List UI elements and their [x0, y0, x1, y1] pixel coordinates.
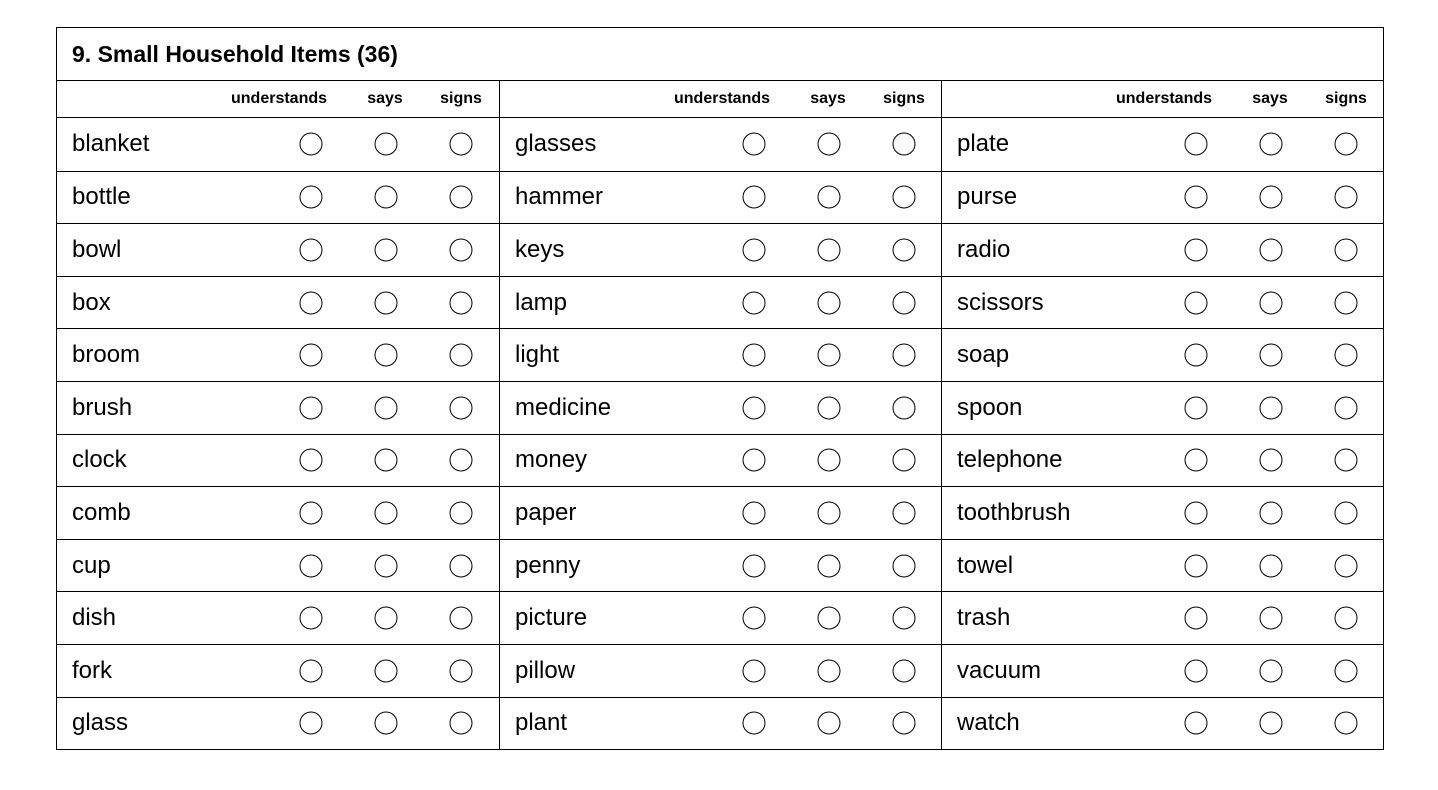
item-label: scissors [957, 288, 1044, 316]
understands-radio[interactable] [1185, 396, 1208, 419]
understands-radio[interactable] [300, 396, 323, 419]
item-row [942, 171, 1383, 224]
vocabulary-checklist-form [56, 27, 1384, 750]
item-row [500, 276, 941, 329]
column-header-row [942, 81, 1383, 118]
item-row [500, 697, 941, 750]
says-radio[interactable] [818, 396, 841, 419]
signs-radio[interactable] [450, 449, 473, 472]
signs-radio[interactable] [450, 607, 473, 630]
item-row [57, 591, 499, 644]
says-radio[interactable] [375, 396, 398, 419]
understands-radio[interactable] [300, 449, 323, 472]
item-label: dish [72, 604, 117, 632]
item-label: lamp [515, 288, 568, 316]
item-row [942, 276, 1383, 329]
item-row [942, 591, 1383, 644]
understands-radio[interactable] [743, 712, 766, 735]
says-radio[interactable] [375, 186, 398, 209]
item-label: toothbrush [957, 498, 1071, 526]
understands-radio[interactable] [300, 291, 323, 314]
item-label: bowl [72, 235, 122, 263]
understands-radio[interactable] [743, 501, 766, 524]
says-radio[interactable] [818, 291, 841, 314]
says-radio[interactable] [818, 133, 841, 156]
item-label: keys [515, 235, 565, 263]
signs-radio[interactable] [1335, 344, 1358, 367]
item-label: picture [515, 604, 588, 632]
says-radio[interactable] [375, 238, 398, 261]
signs-radio[interactable] [893, 449, 916, 472]
column-header-row [57, 81, 499, 118]
says-radio[interactable] [818, 554, 841, 577]
item-row [500, 171, 941, 224]
signs-radio[interactable] [893, 396, 916, 419]
item-row [942, 434, 1383, 487]
says-radio[interactable] [1260, 186, 1283, 209]
understands-radio[interactable] [1185, 186, 1208, 209]
understands-radio[interactable] [300, 712, 323, 735]
signs-radio[interactable] [893, 659, 916, 682]
says-radio[interactable] [375, 133, 398, 156]
understands-radio[interactable] [300, 554, 323, 577]
signs-radio[interactable] [1335, 396, 1358, 419]
understands-radio[interactable] [300, 501, 323, 524]
item-row [942, 644, 1383, 697]
item-label: vacuum [957, 656, 1042, 684]
understands-radio[interactable] [743, 396, 766, 419]
understands-radio[interactable] [743, 238, 766, 261]
signs-radio[interactable] [893, 712, 916, 735]
understands-radio[interactable] [743, 133, 766, 156]
item-row [57, 486, 499, 539]
item-columns [57, 81, 1383, 749]
understands-radio[interactable] [1185, 554, 1208, 577]
item-label: light [515, 341, 560, 369]
header-understands: understands [1115, 90, 1213, 107]
item-column-1 [57, 81, 499, 749]
says-radio[interactable] [818, 238, 841, 261]
item-row [942, 381, 1383, 434]
says-radio[interactable] [1260, 501, 1283, 524]
understands-radio[interactable] [1185, 659, 1208, 682]
item-label: fork [72, 656, 113, 684]
item-label: paper [515, 498, 577, 526]
item-row [57, 171, 499, 224]
understands-radio[interactable] [743, 291, 766, 314]
item-label: towel [957, 551, 1014, 579]
item-row [500, 486, 941, 539]
says-radio[interactable] [375, 449, 398, 472]
says-radio[interactable] [1260, 133, 1283, 156]
item-label: glass [72, 709, 129, 737]
says-radio[interactable] [818, 344, 841, 367]
item-label: comb [72, 498, 131, 526]
signs-radio[interactable] [893, 344, 916, 367]
item-row [942, 539, 1383, 592]
item-label: bottle [72, 183, 131, 211]
says-radio[interactable] [375, 607, 398, 630]
item-row [57, 381, 499, 434]
item-row [500, 223, 941, 276]
signs-radio[interactable] [450, 238, 473, 261]
item-label: trash [957, 604, 1011, 632]
item-label: box [72, 288, 111, 316]
says-radio[interactable] [375, 554, 398, 577]
says-radio[interactable] [375, 712, 398, 735]
item-row [942, 486, 1383, 539]
says-radio[interactable] [818, 501, 841, 524]
signs-radio[interactable] [1335, 712, 1358, 735]
item-row [942, 697, 1383, 750]
item-row [500, 118, 941, 171]
signs-radio[interactable] [450, 396, 473, 419]
signs-radio[interactable] [893, 501, 916, 524]
item-label: hammer [515, 183, 604, 211]
says-radio[interactable] [1260, 607, 1283, 630]
signs-radio[interactable] [450, 344, 473, 367]
understands-radio[interactable] [1185, 449, 1208, 472]
understands-radio[interactable] [300, 607, 323, 630]
item-row [500, 434, 941, 487]
item-label: glasses [515, 130, 597, 158]
understands-radio[interactable] [300, 238, 323, 261]
understands-radio[interactable] [743, 659, 766, 682]
item-row [57, 118, 499, 171]
item-label: pillow [515, 656, 576, 684]
understands-radio[interactable] [743, 449, 766, 472]
header-says: says [367, 90, 403, 107]
signs-radio[interactable] [450, 554, 473, 577]
says-radio[interactable] [818, 186, 841, 209]
header-understands: understands [673, 90, 771, 107]
item-label: blanket [72, 130, 150, 158]
understands-radio[interactable] [1185, 607, 1208, 630]
signs-radio[interactable] [1335, 607, 1358, 630]
signs-radio[interactable] [893, 238, 916, 261]
header-signs: signs [440, 90, 482, 107]
signs-radio[interactable] [1335, 133, 1358, 156]
says-radio[interactable] [1260, 659, 1283, 682]
signs-radio[interactable] [450, 712, 473, 735]
item-row [942, 223, 1383, 276]
item-row [57, 276, 499, 329]
signs-radio[interactable] [893, 133, 916, 156]
understands-radio[interactable] [1185, 501, 1208, 524]
section-title: 9. Small Household Items (36) [57, 28, 1383, 81]
item-label: medicine [515, 393, 612, 421]
item-label: broom [72, 341, 141, 369]
understands-radio[interactable] [743, 554, 766, 577]
says-radio[interactable] [1260, 238, 1283, 261]
signs-radio[interactable] [1335, 291, 1358, 314]
signs-radio[interactable] [1335, 659, 1358, 682]
signs-radio[interactable] [450, 133, 473, 156]
says-radio[interactable] [375, 344, 398, 367]
signs-radio[interactable] [1335, 501, 1358, 524]
item-label: watch [957, 709, 1020, 737]
signs-radio[interactable] [1335, 449, 1358, 472]
item-row [942, 328, 1383, 381]
item-label: brush [72, 393, 133, 421]
item-row [500, 644, 941, 697]
header-understands: understands [230, 90, 328, 107]
says-radio[interactable] [375, 659, 398, 682]
item-row [57, 434, 499, 487]
says-radio[interactable] [1260, 712, 1283, 735]
item-label: penny [515, 551, 581, 579]
understands-radio[interactable] [300, 133, 323, 156]
signs-radio[interactable] [893, 554, 916, 577]
item-row [57, 328, 499, 381]
understands-radio[interactable] [1185, 712, 1208, 735]
signs-radio[interactable] [1335, 238, 1358, 261]
item-label: cup [72, 551, 111, 579]
says-radio[interactable] [1260, 344, 1283, 367]
signs-radio[interactable] [450, 659, 473, 682]
item-column-3 [941, 81, 1383, 749]
item-row [500, 539, 941, 592]
item-row [942, 118, 1383, 171]
item-column-2 [499, 81, 941, 749]
header-signs: signs [883, 90, 925, 107]
item-label: telephone [957, 446, 1063, 474]
signs-radio[interactable] [893, 291, 916, 314]
understands-radio[interactable] [1185, 238, 1208, 261]
signs-radio[interactable] [1335, 186, 1358, 209]
signs-radio[interactable] [450, 291, 473, 314]
item-label: radio [957, 235, 1011, 263]
item-label: plate [957, 130, 1010, 158]
header-says: says [1252, 90, 1288, 107]
item-label: spoon [957, 393, 1023, 421]
signs-radio[interactable] [450, 186, 473, 209]
item-row [500, 381, 941, 434]
item-label: plant [515, 709, 568, 737]
says-radio[interactable] [1260, 554, 1283, 577]
says-radio[interactable] [818, 607, 841, 630]
understands-radio[interactable] [300, 344, 323, 367]
understands-radio[interactable] [1185, 133, 1208, 156]
item-row [57, 223, 499, 276]
understands-radio[interactable] [300, 186, 323, 209]
item-label: money [515, 446, 588, 474]
item-row [57, 539, 499, 592]
understands-radio[interactable] [743, 607, 766, 630]
understands-radio[interactable] [1185, 291, 1208, 314]
says-radio[interactable] [818, 659, 841, 682]
item-row [57, 644, 499, 697]
says-radio[interactable] [375, 501, 398, 524]
says-radio[interactable] [818, 449, 841, 472]
says-radio[interactable] [1260, 396, 1283, 419]
understands-radio[interactable] [743, 186, 766, 209]
item-row [57, 697, 499, 750]
signs-radio[interactable] [1335, 554, 1358, 577]
item-label: clock [72, 446, 127, 474]
signs-radio[interactable] [893, 186, 916, 209]
signs-radio[interactable] [450, 501, 473, 524]
says-radio[interactable] [375, 291, 398, 314]
understands-radio[interactable] [743, 344, 766, 367]
signs-radio[interactable] [893, 607, 916, 630]
item-row [500, 328, 941, 381]
item-row [500, 591, 941, 644]
header-says: says [810, 90, 846, 107]
says-radio[interactable] [818, 712, 841, 735]
understands-radio[interactable] [1185, 344, 1208, 367]
says-radio[interactable] [1260, 291, 1283, 314]
column-header-row [500, 81, 941, 118]
header-signs: signs [1325, 90, 1367, 107]
item-label: purse [957, 183, 1018, 211]
says-radio[interactable] [1260, 449, 1283, 472]
understands-radio[interactable] [300, 659, 323, 682]
item-label: soap [957, 341, 1010, 369]
